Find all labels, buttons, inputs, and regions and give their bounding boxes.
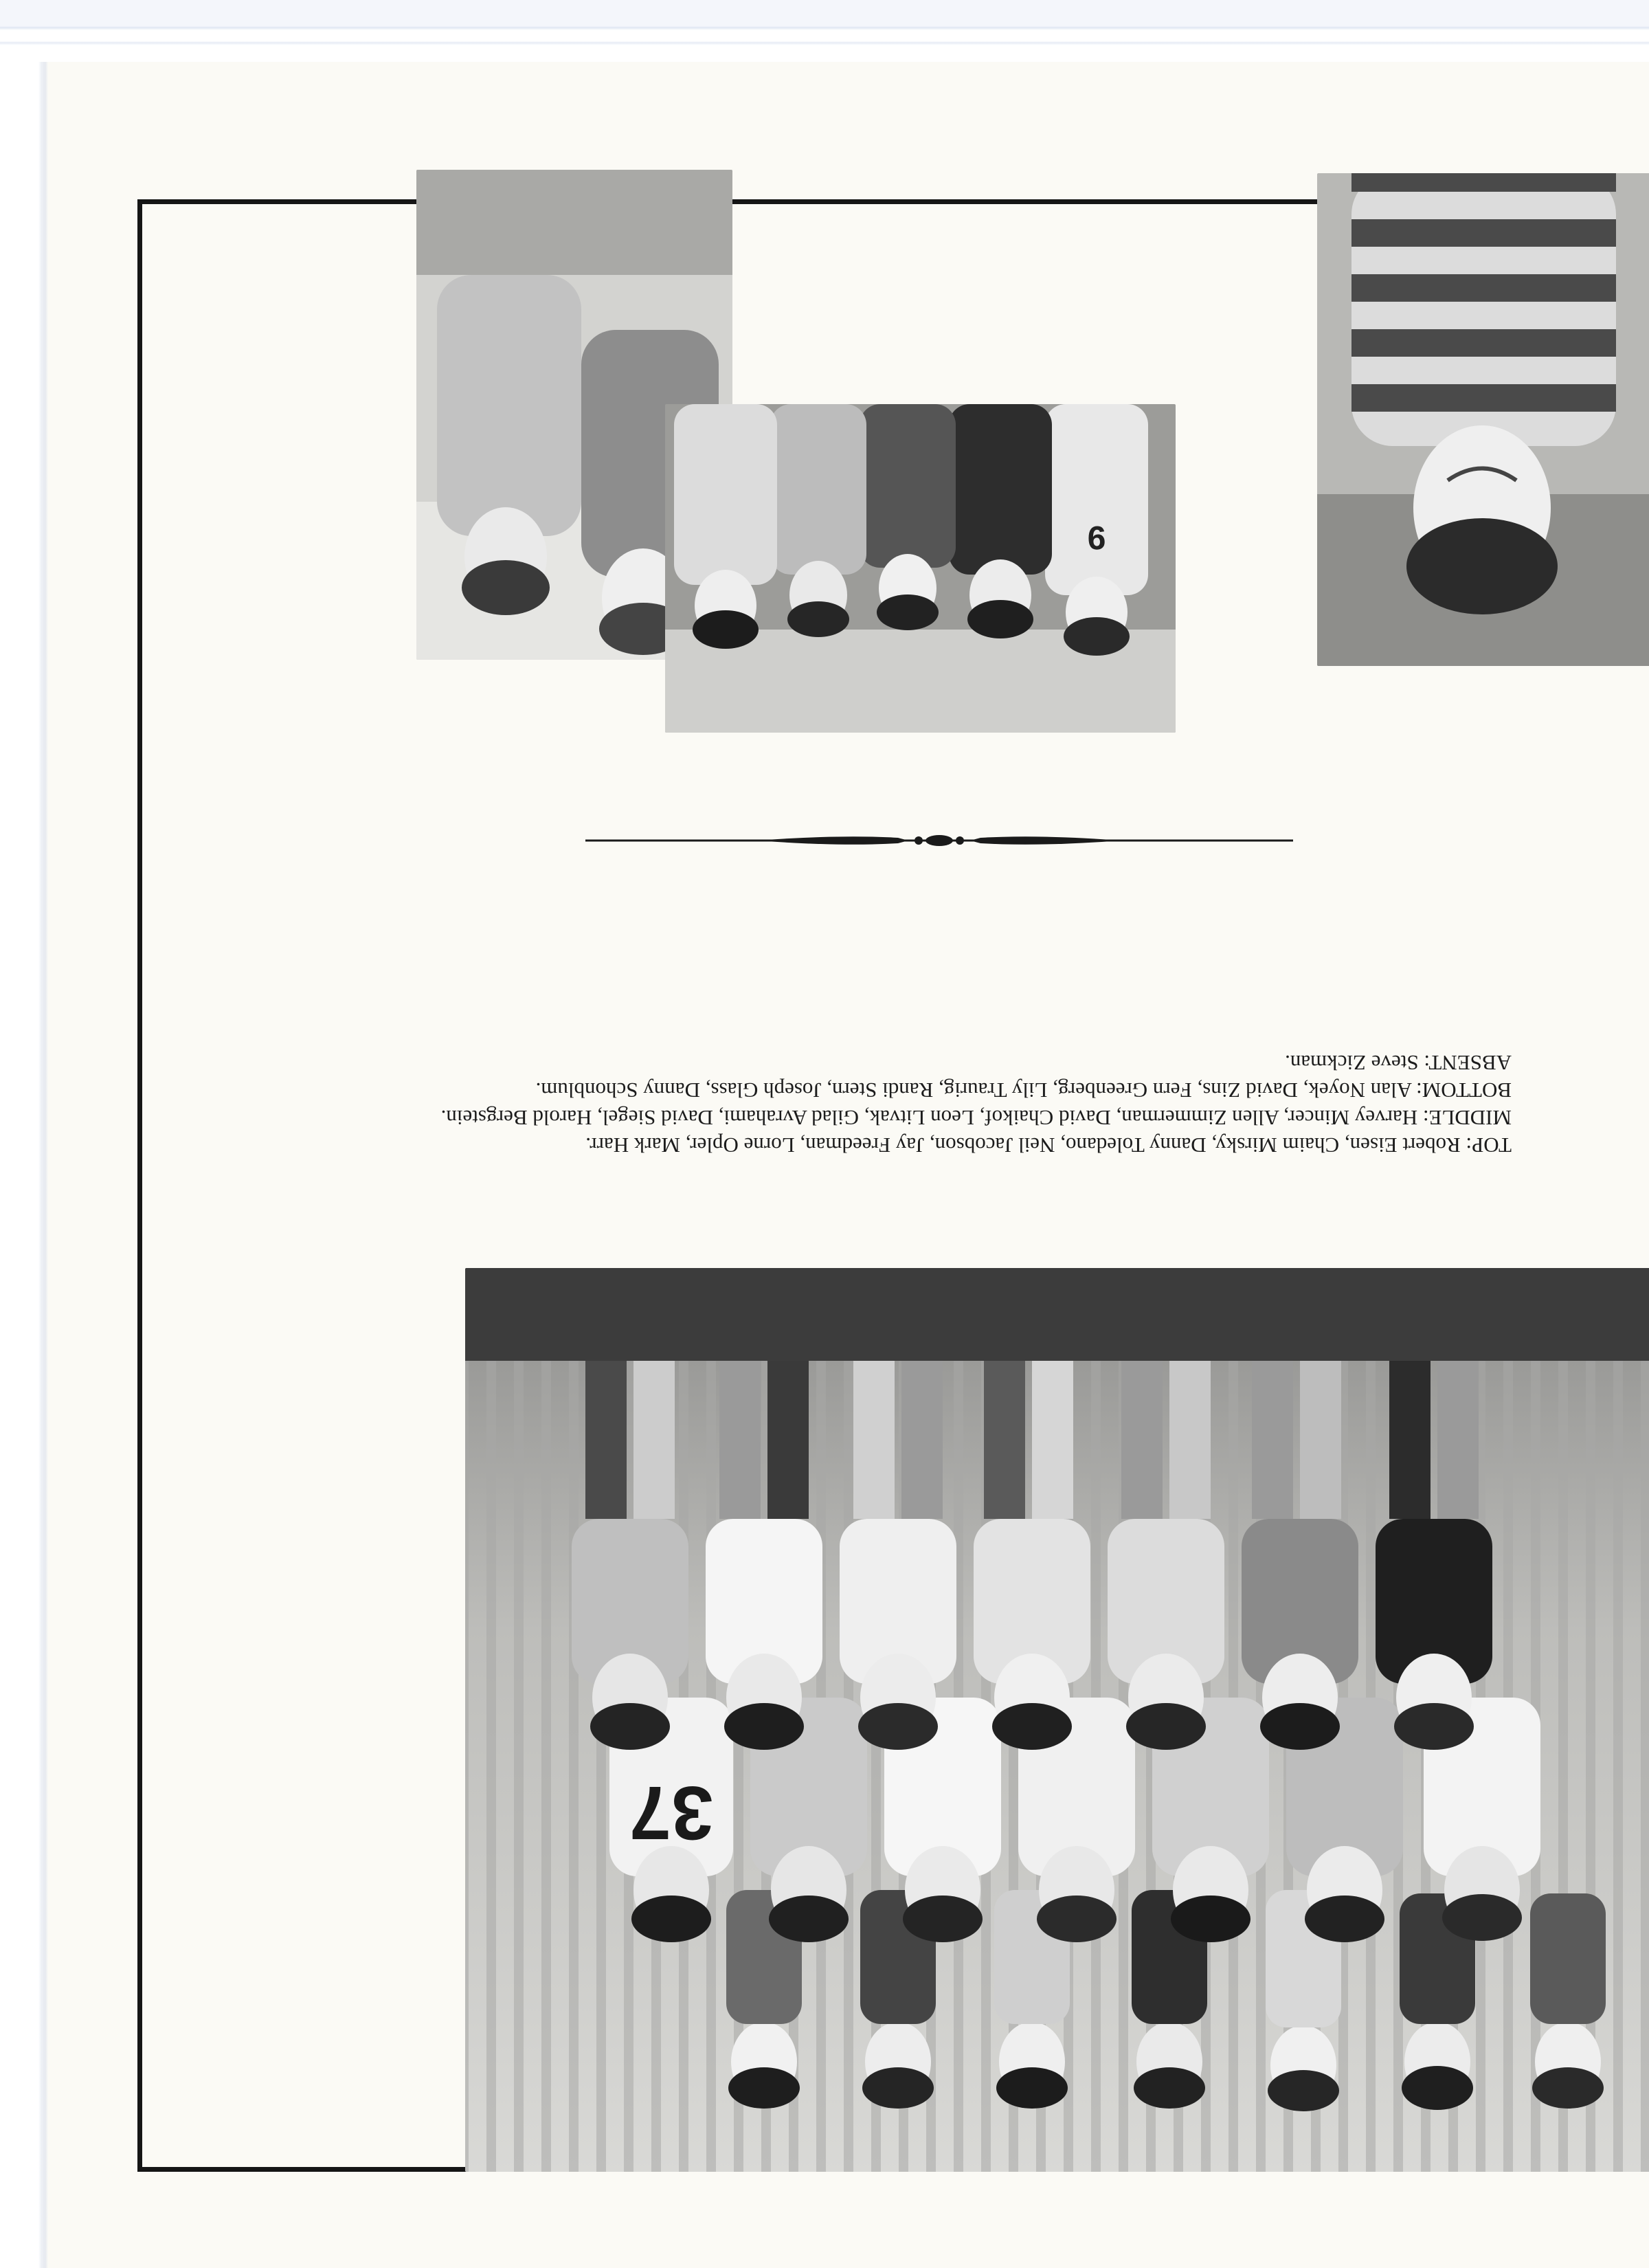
- caption-middle-row: MIDDLE: Harvey Mincer, Allen Zimmerman, David Chaikof, Leon Litvak, Gilad Avrahami, David Siegel, Harold Bergstein.: [440, 1106, 1512, 1130]
- caption-absent: ABSENT: Steve Zickman.: [1285, 1051, 1512, 1075]
- class-photo-jersey-number: 37: [629, 1770, 714, 1855]
- ornamental-divider: [585, 830, 1293, 851]
- class-group-photo: [465, 1268, 1649, 2172]
- candid-photo-portrait-striped-shirt: [1317, 173, 1649, 666]
- caption-bottom-row: BOTTOM: Alan Noyek, David Zins, Fern Greenberg, Lily Traurig, Randi Stern, Joseph Glass, Danny Schonblum.: [535, 1078, 1512, 1102]
- candid-photo-group: [665, 404, 1176, 733]
- small-photo-jersey-number: 9: [1087, 519, 1106, 555]
- scan-edge-top: [0, 0, 1649, 62]
- scan-edge-left: [0, 62, 48, 2268]
- caption-top-row: TOP: Robert Eisen, Chaim Mirsky, Danny Toledano, Neil Jacobson, Jay Freedman, Lorne Opler, Mark Harr.: [585, 1133, 1512, 1157]
- class-photo-caption: [330, 1049, 1512, 1159]
- rotated-page-content: [142, 204, 1649, 2172]
- page-border-frame: [137, 199, 1649, 2172]
